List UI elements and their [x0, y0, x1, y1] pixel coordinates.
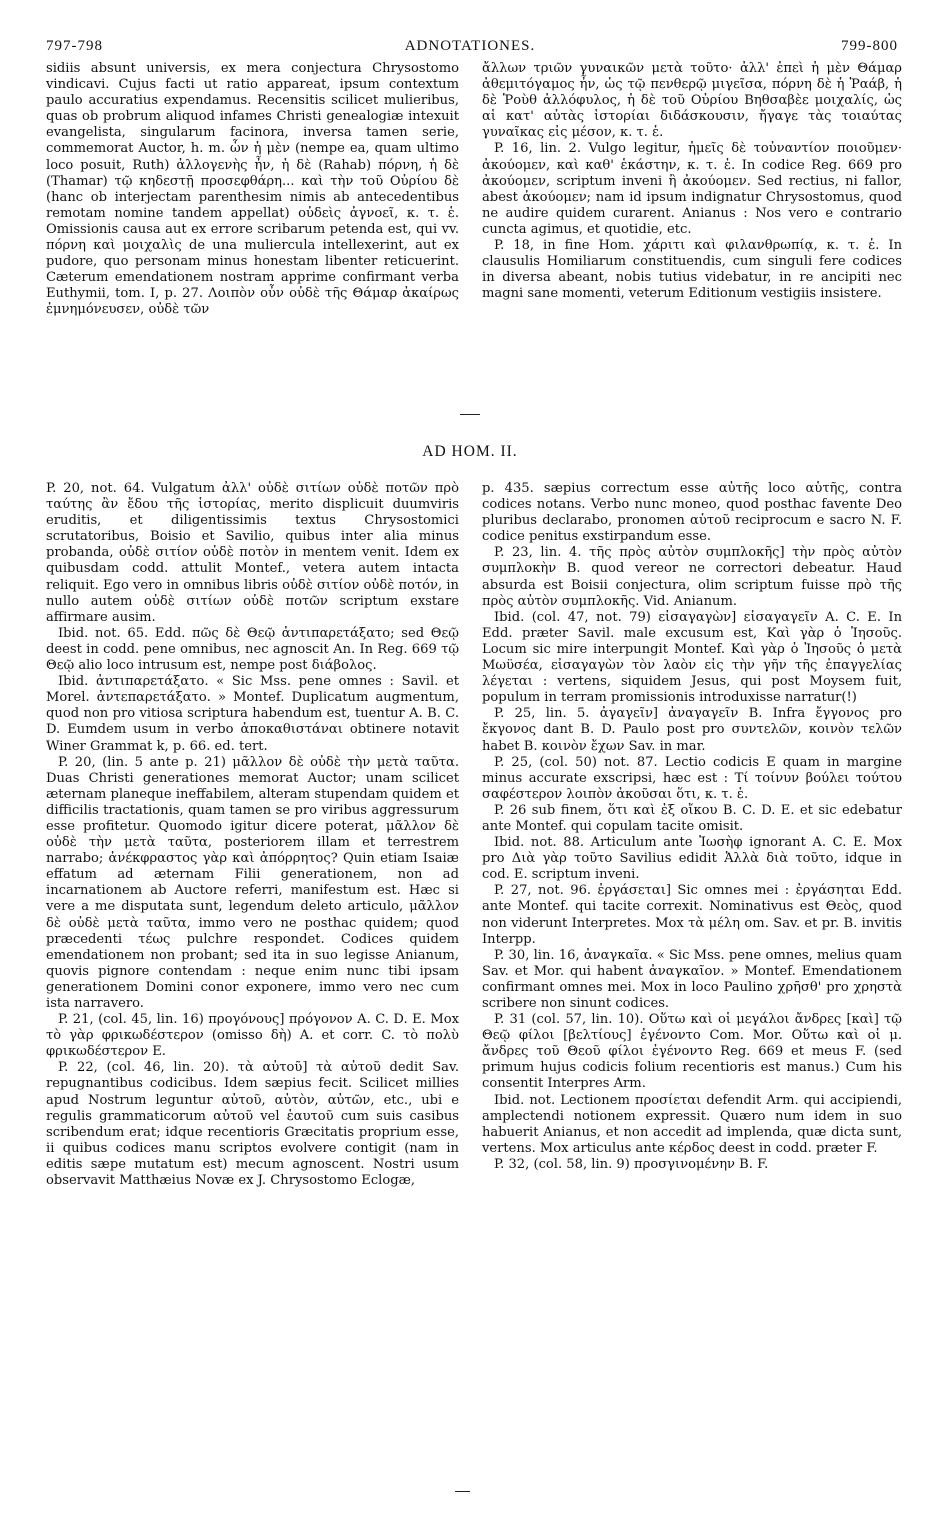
paragraph: P. 20, (lin. 5 ante p. 21) μᾶλλον δὲ οὐδὲ τὴν μετὰ ταῦτα. Duas Christi generationes memorat Auctor; unam scilicet æternam planeque ineffabilem, alteram stupendam quidem et difficilis tractationis, quam tamen se pro viribus aggressurum esse profitetur. Quomodo igitur dicere poterat, μᾶλλον δὲ οὐδὲ τὴν μετὰ ταῦτα, posteriorem illam et terrestrem narrabo; ἀνέκφραστος γὰρ καὶ ἀπόρρητος? Quin etiam Isaiæ effatum ad æternam Filii generationem, non ad incarnationem ab Auctore referri, manifestum est. Hæc si vere a me disputata sunt, legendum deleto articulo, μᾶλλον δὲ οὐδὲ μετὰ ταῦτα, immo vero ne posthac quidem; quod præcedenti τέως pulchre respondet. Codices quidem emendationem non probant; sed ita in suo legisse Anianum, quovis pignore contendam : neque enim nunc tibi ipsam generationem Domini conor exponere, immo vero nec cum ista narravero.	[46, 754, 459, 1011]
paragraph: Ibid. (col. 47, not. 79) εἰσαγαγὼν] εἰσαγαγεῖν A. C. E. In Edd. præter Savil. male excusum est, Καὶ γὰρ ὁ Ἰησοῦς. Locum sic mire interpungit Montef. Καὶ γὰρ ὁ Ἰησοῦς ὁ μετὰ Μωϋσέα, εἰσαγαγὼν τὸν λαὸν εἰς τὴν γῆν τῆς ἐπαγγελίας λέγεται : vertens, siquidem Jesus, qui post Moysem fuit, populum in terram promissionis introduxisse narratur(!)	[482, 609, 902, 706]
paragraph: sidiis absunt universis, ex mera conjectura Chrysostomo vindicavi. Cujus facti ut ratio appareat, ipsum contextum paulo accuratius expendamus. Recensitis scilicet mulieribus, quas ob probrum aliquod infames Christi genealogiæ intexuit evangelista, singularum facinora, inversa tamen serie, commemorat Auctor, h. m. ὧν ἡ μὲν (nempe ea, quam ultimo loco posuit, Ruth) ἀλλογενὴς ἦν, ἡ δὲ (Rahab) πόρνη, ἡ δὲ (Thamar) τῷ κηδεστῇ προσεφθάρη... καὶ τὴν τοῦ Οὐρίου δὲ (hanc ob interjectam parenthesim nimis ab antecedentibus remotam nomine tandem appellat) οὐδεὶς ἀγνοεῖ, κ. τ. ἑ. Omissionis causa aut ex errore scribarum petenda est, qui vv. πόρνη καὶ μοιχαλὶς de una muliercula intellexerint, aut ex pudore, quo personam minus honestam libenter reticuerint. Cæterum emendationem nostram apprime confirmant verba Euthymii, tom. I, p. 27. Λοιπὸν οὖν οὐδὲ τῆς Θάμαρ ἀκαίρως ἐμνημόνευσεν, οὐδὲ τῶν	[46, 61, 459, 318]
paragraph: Ibid. not. Lectionem προσίεται defendit Arm. qui accipiendi, amplectendi notionem expressit. Quæro num idem in suo habuerit Anianus, et non accedit ad implenda, quæ dicta sunt, vertens. Mox articulus ante κέρδος deest in codd. præter F.	[482, 1092, 902, 1156]
paragraph: P. 25, (col. 50) not. 87. Lectio codicis E quam in margine minus accurate exscripsi, hæc est : Τί τοίνυν βούλει τούτου σαφέστερον λοιπὸν ἀκοῦσαι ὅτι, κ. τ. ἑ.	[482, 754, 902, 802]
paragraph: P. 31 (col. 57, lin. 10). Οὕτω καὶ οἱ μεγάλοι ἄνδρες [καὶ] τῷ Θεῷ φίλοι [βελτίους] ἐγένοντο Com. Mor. Οὕτω καὶ οἱ μ. ἄνδρες τοῦ Θεοῦ φίλοι ἐγένοντο Reg. 669 et meus F. (sed primum hujus codicis folium recentioris est manus.) Cum his consentit Interpres Arm.	[482, 1012, 902, 1092]
paragraph: P. 21, (col. 45, lin. 16) προγόνους] πρόγονον A. C. D. E. Mox τὸ γὰρ φρικωδέστερον (omisso δὴ) A. et corr. C. τὸ πολὺ φρικωδέστερον E.	[46, 1012, 459, 1060]
paragraph: P. 23, lin. 4. τῆς πρὸς αὐτὸν συμπλοκῆς] τὴν πρὸς αὐτὸν συμπλοκὴν B. quod vereor ne correctori debeatur. Haud absurda est Boisii conjectura, olim scriptum fuisse πρὸ τῆς πρὸς αὐτὸν συμπλοκῆς. Vid. Anianum.	[482, 545, 902, 609]
paragraph: Ibid. ἀντιπαρετάξατο. « Sic Mss. pene omnes : Savil. et Morel. ἀντεπαρετάξατο. » Montef. Duplicatum augmentum, quod non pro vitiosa scriptura habendum est, tuentur A. B. C. D. Eumdem usum in verbo ἀποκαθιστάναι obtinere notavit Winer Grammat k, p. 66. ed. tert.	[46, 674, 459, 754]
page-end-rule	[455, 1491, 470, 1492]
paragraph: Ibid. not. 65. Edd. πῶς δὲ Θεῷ ἀντιπαρετάξατο; sed Θεῷ deest in codd. pene omnibus, nec agnoscit An. In Reg. 669 τῷ Θεῷ alio loco intrusum est, nempe post διάβολος.	[46, 625, 459, 674]
page-columns-left: 797-798	[46, 38, 103, 54]
running-title: ADNOTATIONES.	[404, 38, 536, 54]
top-left-column	[46, 61, 459, 319]
section-title: AD HOM. II.	[422, 443, 518, 460]
top-right-column	[482, 61, 902, 302]
paragraph: Ibid. not. 88. Articulum ante Ἰωσὴφ ignorant A. C. E. Mox pro Διὰ γὰρ τοῦτο Savilius edidit Ἀλλὰ διὰ τοῦτο, idque in cod. E. scriptum inveni.	[482, 835, 902, 883]
section-divider	[460, 414, 480, 415]
paragraph: P. 18, in fine Hom. χάριτι καὶ φιλανθρωπίᾳ, κ. τ. ἑ. In clausulis Homiliarum constituendis, cum singuli fere codices in diversa abeant, nobis tutius videbatur, in re ancipiti nec magni sane momenti, veterum Editionum vestigiis insistere.	[482, 238, 902, 302]
paragraph: P. 20, not. 64. Vulgatum ἀλλ' οὐδὲ σιτίων οὐδὲ ποτῶν πρὸ ταύτης ἂν ἔδου τῆς ἱστορίας, merito displicuit duumviris eruditis, et diligentissimis textus Chrysostomici scrutatoribus, Boisio et Savilio, quibus inter alia minus probanda, οὐδὲ σιτίον οὐδὲ ποτὸν in mentem venit. Idem ex quibusdam codd. attulit Montef., vetera autem intacta reliquit. Ego vero in omnibus libris οὐδὲ σιτίον οὐδὲ ποτόν, in nullo autem οὐδὲ σιτίων οὐδὲ ποτῶν scriptum exstare affirmare ausim.	[46, 481, 459, 625]
paragraph: P. 32, (col. 58, lin. 9) προσγινομένην B. F.	[494, 1156, 769, 1172]
bottom-right-column	[482, 481, 902, 1173]
paragraph: P. 27, not. 96. ἐργάσεται] Sic omnes mei : ἐργάσηται Edd. ante Montef. qui tacite correxit. Nominativus est Θεὸς, quod non viderunt Interpretes. Mox τὰ μέλη om. Sav. et pr. B. invitis Interpp.	[482, 883, 902, 947]
paragraph: P. 25, lin. 5. ἀγαγεῖν] ἀναγαγεῖν B. Infra ἔγγονος pro ἔκγονος dant B. D. Paulo post pro συντελῶν, κοινὸν τελῶν habet B. κοινὸν ἔχων Sav. in mar.	[482, 706, 902, 754]
paragraph: P. 16, lin. 2. Vulgo legitur, ἡμεῖς δὲ τοὐναντίον ποιοῦμεν· ἀκούομεν, καὶ καθ' ἑκάστην, κ. τ. ἑ. In codice Reg. 669 pro ἀκούομεν, scriptum inveni ἢ ἀκούομεν. Sed rectius, ni fallor, abest ἀκούομεν; nam id ipsum indignatur Chrysostomus, quod ne audire quidem curarent. Anianus : Nos vero e contrario cuncta agimus, et quotidie, etc.	[482, 141, 902, 237]
paragraph: ἄλλων τριῶν γυναικῶν μετὰ τοῦτο· ἀλλ' ἐπεὶ ἡ μὲν Θάμαρ ἀθεμιτόγαμος ἦν, ὡς τῷ πενθερῷ μιγεῖσα, πόρνη δὲ ἡ Ῥαάβ, ἡ δὲ Ῥοὺθ ἀλλόφυλος, ἡ δὲ τοῦ Οὐρίου Βηθσαβὲε μοιχαλίς, ὡς αἱ κατ' αὐτὰς ἱστορίαι διδάσκουσιν, ἤγαγε τὰς τοιαύτας γυναῖκας εἰς μέσον, κ. τ. ἑ.	[482, 61, 902, 141]
paragraph: P. 22, (col. 46, lin. 20). τὰ αὐτοῦ] τὰ αὐτοῦ dedit Sav. repugnantibus codicibus. Idem sæpius fecit. Scilicet millies apud Nostrum leguntur αὐτοῦ, αὐτὸν, αὐτῶν, etc., ubi e regulis grammaticorum αὑτοῦ vel ἑαυτοῦ cum suis casibus scribendum erat; idque recentioris Græcitatis proprium esse, ii quibus codices manu scriptos evolvere contigit (nam in editis sæpe mutatum est) mecum agnoscent. Nostri usum observavit Matthæius Novæ ex J. Chrysostomo Eclogæ,	[46, 1060, 459, 1189]
bottom-left-column	[46, 481, 459, 1189]
paragraph: P. 30, lin. 16, ἀναγκαῖα. « Sic Mss. pene omnes, melius quam Sav. et Mor. qui habent ἀναγκαῖον. » Montef. Emendationem confirmant omnes mei. Mox in loco Paulino χρῆσθ' pro χρηστὰ scribere non sinunt codices.	[482, 947, 902, 1011]
page-columns-right: 799-800	[841, 38, 898, 54]
running-header	[0, 38, 940, 60]
paragraph: p. 435. sæpius correctum esse αὐτῆς loco αὑτῆς, contra codices notans. Verbo nunc moneo, quod posthac favente Deo pluribus declarabo, pronomen αὑτοῦ reciprocum e sacro N. F. codice penitus exstirpandum esse.	[482, 481, 902, 545]
paragraph: P. 26 sub finem, ὅτι καὶ ἐξ οἴκου B. C. D. E. et sic edebatur ante Montef. qui copulam tacite omisit.	[482, 802, 902, 834]
